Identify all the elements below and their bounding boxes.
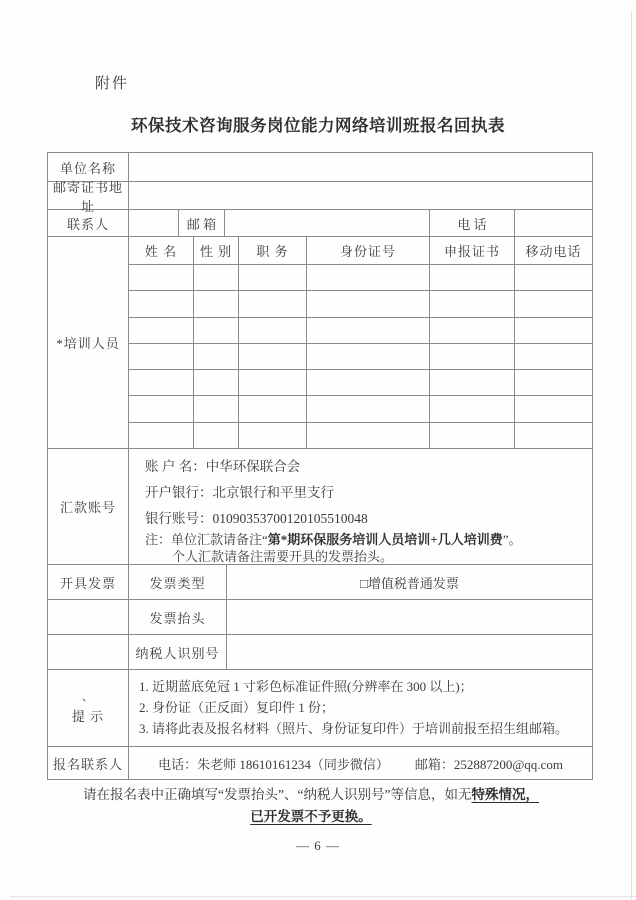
remittance-account-number: 银行账号：01090353700120105510048 <box>145 511 368 526</box>
trainee-mobile-field[interactable] <box>514 318 592 343</box>
trainee-job-field[interactable] <box>238 344 306 369</box>
scan-edge-right <box>631 12 632 900</box>
trainee-mobile-field[interactable] <box>514 423 592 448</box>
registration-contact-details <box>128 747 592 779</box>
trainee-certificate-field[interactable] <box>429 396 514 421</box>
tip-item-3: 3. 请将此表及报名材料（照片、身份证复印件）于培训前报至招生组邮箱。 <box>139 721 569 736</box>
trainee-empty-row <box>129 369 592 395</box>
tips-list <box>128 670 592 746</box>
contact-name-field[interactable] <box>128 210 178 236</box>
trainee-id-field[interactable] <box>306 318 429 343</box>
trainee-id-field[interactable] <box>306 396 429 421</box>
trainee-empty-row <box>129 422 592 448</box>
row-unit-name <box>48 153 592 181</box>
header-id-number: 身份证号 <box>306 237 429 264</box>
row-contact <box>48 209 592 236</box>
trainee-sex-field[interactable] <box>193 396 238 421</box>
invoice-tax-id-label: 纳税人识别号 <box>128 635 226 669</box>
trainee-empty-row <box>129 317 592 343</box>
trainee-empty-row <box>129 264 592 290</box>
invoice-title-field[interactable] <box>226 600 592 634</box>
trainee-sex-field[interactable] <box>193 344 238 369</box>
trainee-mobile-field[interactable] <box>514 396 592 421</box>
row-registration-contact <box>48 746 592 779</box>
invoice-title-label: 发票抬头 <box>128 600 226 634</box>
footer-note-line1 <box>0 784 622 806</box>
trainee-sex-field[interactable] <box>193 318 238 343</box>
invoice-section-label-spacer <box>48 600 128 634</box>
trainee-mobile-field[interactable] <box>514 265 592 290</box>
trainee-name-field[interactable] <box>129 344 193 369</box>
trainee-certificate-field[interactable] <box>429 344 514 369</box>
trainee-certificate-field[interactable] <box>429 370 514 395</box>
registration-contact-email: 邮箱：252887200@qq.com <box>414 756 563 772</box>
row-invoice-type <box>48 564 592 599</box>
trainee-mobile-field[interactable] <box>514 291 592 316</box>
registration-contact-label: 报名联系人 <box>52 756 123 772</box>
remittance-details <box>128 449 592 564</box>
trainees-subtable <box>128 237 592 448</box>
row-invoice-tax-id <box>48 634 592 669</box>
trainee-sex-field[interactable] <box>193 370 238 395</box>
trainee-sex-field[interactable] <box>193 423 238 448</box>
trainee-mobile-field[interactable] <box>514 344 592 369</box>
invoice-tax-id-field[interactable] <box>226 635 592 669</box>
row-tips <box>48 669 592 746</box>
trainee-id-field[interactable] <box>306 291 429 316</box>
trainee-job-field[interactable] <box>238 423 306 448</box>
trainee-mobile-field[interactable] <box>514 370 592 395</box>
trainee-certificate-field[interactable] <box>429 318 514 343</box>
trainee-certificate-field[interactable] <box>429 265 514 290</box>
contact-email-field[interactable] <box>224 210 429 236</box>
row-invoice-title <box>48 599 592 634</box>
contact-phone-label: 电 话 <box>429 210 514 236</box>
scan-edge-bottom <box>10 896 636 897</box>
remittance-note-suffix: ”。 <box>502 532 522 547</box>
trainee-sex-field[interactable] <box>193 265 238 290</box>
trainee-certificate-field[interactable] <box>429 291 514 316</box>
tips-label-text: 提 示 <box>71 708 105 724</box>
invoice-section-label-spacer2 <box>48 635 128 669</box>
trainee-name-field[interactable] <box>129 396 193 421</box>
trainee-name-field[interactable] <box>129 318 193 343</box>
remittance-account-name: 账 户 名：中华环保联合会 <box>145 459 301 474</box>
remittance-note-prefix: 注：单位汇款请备注“ <box>145 532 268 547</box>
trainee-empty-row <box>129 395 592 421</box>
row-remittance <box>48 448 592 564</box>
invoice-type-label: 发票类型 <box>128 565 226 599</box>
tip-item-1: 1. 近期蓝底免冠 1 寸彩色标准证件照(分辨率在 300 以上)； <box>139 679 473 694</box>
trainee-name-field[interactable] <box>129 291 193 316</box>
header-mobile: 移动电话 <box>514 237 592 264</box>
trainee-job-field[interactable] <box>238 370 306 395</box>
unit-name-label: 单位名称 <box>59 160 116 176</box>
contact-phone-field[interactable] <box>514 210 592 236</box>
remittance-bank: 开户银行：北京银行和平里支行 <box>145 485 334 500</box>
header-sex: 性 别 <box>193 237 238 264</box>
trainee-job-field[interactable] <box>238 265 306 290</box>
footer-note <box>0 784 622 828</box>
remittance-note <box>145 532 584 549</box>
header-certificate: 申报证书 <box>429 237 514 264</box>
invoice-type-checkbox-option[interactable]: □增值税普通发票 <box>226 565 592 599</box>
tips-section-label <box>48 670 128 746</box>
footer-note-normal: 请在报名表中正确填写“发票抬头”、“纳税人识别号”等信息，如无 <box>83 787 472 802</box>
trainee-certificate-field[interactable] <box>429 423 514 448</box>
header-name: 姓 名 <box>144 244 178 259</box>
mailing-address-label: 邮寄证书地址 <box>52 179 123 214</box>
trainee-job-field[interactable] <box>238 291 306 316</box>
trainee-name-field[interactable] <box>129 423 193 448</box>
trainee-name-field[interactable] <box>129 370 193 395</box>
trainee-job-field[interactable] <box>238 318 306 343</box>
page-number: — 6 — <box>296 838 340 853</box>
trainees-section-label: *培训人员 <box>56 336 120 351</box>
tip-item-2: 2. 身份证（正反面）复印件 1 份； <box>139 700 335 715</box>
registration-contact-phone: 电话：朱老师 18610161234（同步微信） <box>158 756 389 772</box>
trainees-header-row <box>129 237 592 264</box>
trainee-empty-row <box>129 290 592 316</box>
invoice-section-label: 开具发票 <box>59 575 116 591</box>
trainee-id-field[interactable] <box>306 423 429 448</box>
header-job-title: 职 务 <box>238 237 306 264</box>
trainee-sex-field[interactable] <box>193 291 238 316</box>
tips-stray-mark: 、 <box>82 690 94 703</box>
attachment-label: 附件 <box>95 76 130 92</box>
trainee-job-field[interactable] <box>238 396 306 421</box>
trainee-id-field[interactable] <box>306 265 429 290</box>
footer-note-bold-tail: 特殊情况， <box>471 787 539 802</box>
page-title: 环保技术咨询服务岗位能力网络培训班报名回执表 <box>131 116 505 135</box>
mailing-address-field[interactable] <box>128 182 592 209</box>
remittance-section-label: 汇款账号 <box>59 500 116 515</box>
unit-name-field[interactable] <box>128 153 592 181</box>
trainee-name-field[interactable] <box>129 265 193 290</box>
remittance-note-bold: 第*期环保服务培训人员培训+几人培训费 <box>267 532 503 547</box>
contact-label: 联系人 <box>66 216 109 232</box>
footer-note-line2: 已开发票不予更换。 <box>250 809 372 824</box>
contact-email-label: 邮 箱 <box>178 210 224 236</box>
row-trainees <box>48 236 592 448</box>
trainee-id-field[interactable] <box>306 344 429 369</box>
row-mailing-address <box>48 179 592 214</box>
trainee-empty-row <box>129 343 592 369</box>
remittance-note-line2: 个人汇款请备注需要开具的发票抬头。 <box>172 548 394 564</box>
registration-form-table <box>47 152 593 780</box>
trainee-id-field[interactable] <box>306 370 429 395</box>
